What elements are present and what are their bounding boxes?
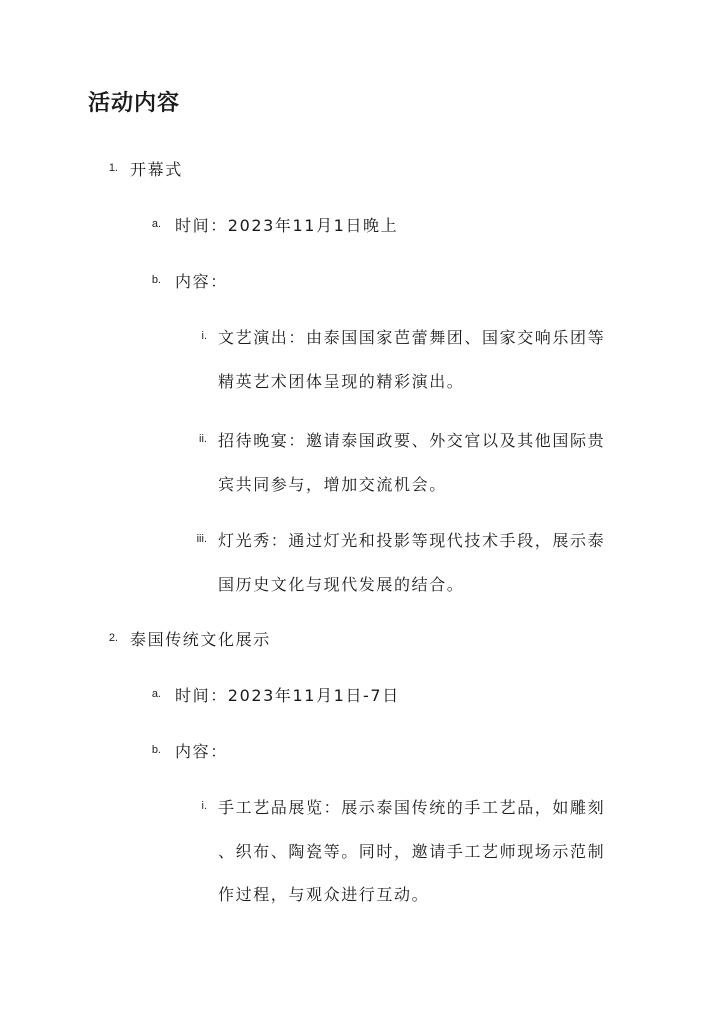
paragraph-line: 精英艺术团体呈现的精彩演出。 xyxy=(218,372,465,391)
sub-sub-list-marker: i. xyxy=(201,800,207,812)
sub-list-marker: a. xyxy=(151,688,161,700)
list-item-content-label: 内容： xyxy=(175,742,228,761)
list-marker: 1. xyxy=(108,162,118,174)
paragraph-line: 、织布、陶瓷等。同时，邀请手工艺师现场示范制 xyxy=(218,842,606,861)
paragraph-line: 作过程，与观众进行互动。 xyxy=(218,885,430,904)
sub-list-marker: a. xyxy=(151,218,161,230)
sub-sub-list-marker: iii. xyxy=(196,533,207,545)
paragraph-line: 国历史文化与现代发展的结合。 xyxy=(218,575,465,594)
list-item-time: 时间：2023年11月1日晚上 xyxy=(175,216,399,235)
list-item-content-label: 内容： xyxy=(175,272,228,291)
sub-list-marker: b. xyxy=(151,274,161,286)
sub-sub-list-marker: ii. xyxy=(199,433,207,445)
list-item-time: 时间：2023年11月1日-7日 xyxy=(175,686,400,705)
list-item-title: 开幕式 xyxy=(130,160,183,179)
sub-sub-list-marker: i. xyxy=(201,330,207,342)
paragraph-line: 文艺演出：由泰国国家芭蕾舞团、国家交响乐团等 xyxy=(218,328,606,347)
list-marker: 2. xyxy=(108,632,118,644)
paragraph-line: 宾共同参与，增加交流机会。 xyxy=(218,475,447,494)
section-heading: 活动内容 xyxy=(88,90,181,116)
list-item-title: 泰国传统文化展示 xyxy=(130,630,271,649)
paragraph-line: 灯光秀：通过灯光和投影等现代技术手段，展示泰 xyxy=(218,531,606,550)
sub-list-marker: b. xyxy=(151,744,161,756)
paragraph-line: 手工艺品展览：展示泰国传统的手工艺品，如雕刻 xyxy=(218,798,606,817)
paragraph-line: 招待晚宴：邀请泰国政要、外交官以及其他国际贵 xyxy=(218,431,606,450)
